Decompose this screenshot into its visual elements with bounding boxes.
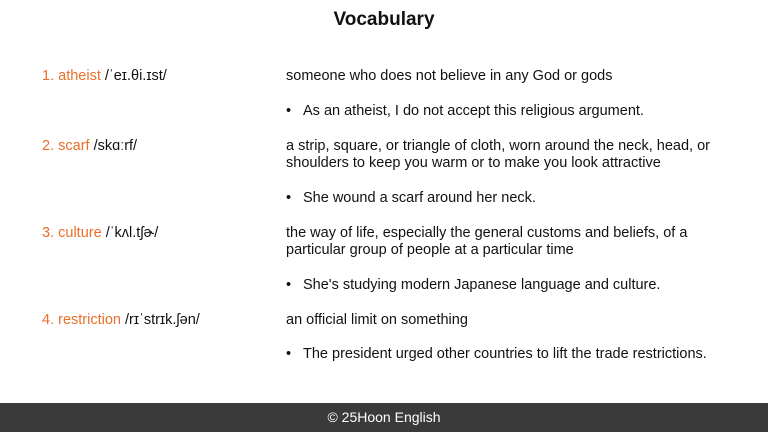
bullet-icon: • <box>286 103 292 119</box>
term-definition: someone who does not believe in any God or gods <box>286 68 613 84</box>
example-sentence <box>286 346 707 362</box>
term-pronunciation: /skɑːrf/ <box>93 138 138 154</box>
term-word: restriction <box>58 312 121 328</box>
term-word: culture <box>58 225 102 241</box>
term-pronunciation: /ˈeɪ.θi.ɪst/ <box>104 68 167 84</box>
term-number: 4. <box>42 312 55 328</box>
bullet-icon: • <box>286 277 292 293</box>
footer-bar <box>0 403 768 432</box>
example-sentence <box>286 190 536 206</box>
term-number: 2. <box>42 138 55 154</box>
example-text: The president urged other countries to lift the trade restrictions. <box>303 346 707 362</box>
term-definition: the way of life, especially the general customs and beliefs, of a particular group of people at a particular time <box>286 225 688 258</box>
term-pronunciation: /rɪˈstrɪk.ʃən/ <box>125 312 200 328</box>
example-text: She's studying modern Japanese language and culture. <box>303 277 661 293</box>
vocab-term <box>42 68 167 84</box>
term-pronunciation: /ˈkʌl.tʃɚ/ <box>105 225 159 241</box>
term-number: 1. <box>42 68 55 84</box>
example-text: She wound a scarf around her neck. <box>303 190 536 206</box>
vocab-term <box>42 138 137 154</box>
page-title: Vocabulary <box>333 9 435 30</box>
term-definition: a strip, square, or triangle of cloth, worn around the neck, head, or shoulders to keep you warm or to make you look attractive <box>286 138 710 171</box>
term-word: scarf <box>58 138 90 154</box>
bullet-icon: • <box>286 190 292 206</box>
vocab-term <box>42 225 158 241</box>
term-definition: an official limit on something <box>286 312 468 328</box>
example-sentence <box>286 103 644 119</box>
vocab-term <box>42 312 200 328</box>
example-text: As an atheist, I do not accept this religious argument. <box>303 103 644 119</box>
example-sentence <box>286 277 660 293</box>
term-number: 3. <box>42 225 55 241</box>
bullet-icon: • <box>286 346 292 362</box>
copyright-text: © 25Hoon English <box>327 409 441 425</box>
term-word: atheist <box>58 68 101 84</box>
